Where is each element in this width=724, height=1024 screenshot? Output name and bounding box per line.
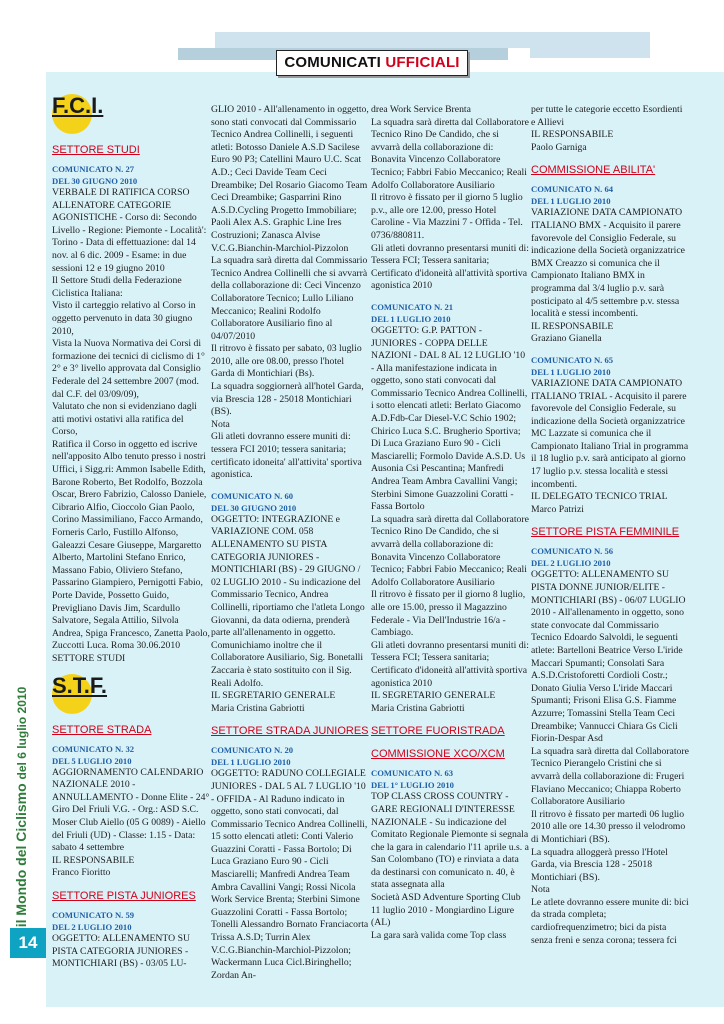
- communique-date: DEL 30 GIUGNO 2010: [52, 176, 138, 186]
- fci-logo-text: F.C.I.: [52, 93, 104, 118]
- communique-date: DEL 2 LUGLIO 2010: [52, 921, 132, 932]
- section-title: SETTORE PISTA JUNIORES: [52, 889, 196, 902]
- communique-number: COMUNICATO N. 20: [211, 745, 294, 756]
- communique-number: COMUNICATO N. 59: [52, 909, 135, 920]
- communique-date: DEL 1 LUGLIO 2010: [531, 196, 611, 207]
- column-2: [211, 104, 369, 982]
- communique-date: DEL 1 LUGLIO 2010: [211, 757, 291, 768]
- communique-text: OGGETTO: ALLENAMENTO SU PISTA DONNE JUNIOR/ELITE - MONTICHIARI (BS) - 06/07 LUGLIO 2010 - All'allenamento in oggetto, sono state convocate dal Commissario Tecnico Edoardo Salvoldi, le seguenti atlete: Bartelloni Beatrice Verso L'iride Maccari Spumanti; Consolati Sara A.S.D.Cristoforetti Cordioli Costr.; Donato Giulia Verso L'iride Maccari Spumanti; Frisoni Elisa G.S. Fiamme Azzurre; Tomassini Stella Team Ceci Dreambike; Vannucci Chiara Gs Cicli Fiorin-Despar Asd La squadra sarà diretta dal Collaboratore Tecnico Pierangelo Cristini che si avvarrà della collaborazione di: Frugeri Flaviano Meccanico; Chiappa Roberto Collaboratore Ausiliario Il ritrovo è fissato per martedì 06 luglio 2010 alle ore 14.30 presso il velodromo di Montichiari (BS). La squadra alloggerà presso l'Hotel Garda, via Brescia 128 - 25018 Montichiari (BS). Nota Le atlete dovranno essere munite di: bici da strada completa; cardiofrequenzimetro; bici da pista senza freni e senza corona; tessera fci: [531, 569, 689, 946]
- section-title: SETTORE STUDI: [52, 144, 140, 156]
- communique-text: OGGETTO: ALLENAMENTO SU PISTA CATEGORIA JUNIORES - MONTICHIARI (BS) - 03/05 LU-: [52, 932, 190, 970]
- communique-text: OGGETTO: G.P. PATTON - JUNIORES - COPPA DELLE NAZIONI - DAL 8 AL 12 LUGLIO '10 - Alla manifestazione indicata in oggetto, sono stati convocati dal Commissario Tecnico Andrea Collinelli, i sotto elencati atleti: Berlato Giacomo A.D.Fdb-Car Diesel-V.C Schio 1902; Chirico Luca S.C. Brugherio Sportiva; Di Luca Graziano Euro 90 - Cicli Masciarelli; Formolo Davide A.S.D. Us Ausonia Csi Pescantina; Manfredi Andrea Team Ambra Cavallini Vangi; Sterbini Simone Guazzolini Coratti - Fassa Bortolo La squadra sarà diretta dal Collaboratore Tecnico Rino De Candido, che si avvarrà della collaborazione di: Bonavita Vincenzo Collaboratore Tecnico; Fabbri Fabio Meccanico; Reali Adolfo Collaboratore Ausiliario Il ritrovo è fissato per il giorno 8 luglio, alle ore 15.00, presso il Magazzino Federale - Via Dell'Industrie 16/a - Cambiago. Gli atleti dovranno presentarsi muniti di: Tessera FCI; Tessera sanitaria; Certificato d'idoneità all'attività sportiva agonistica 2010 IL SEGRETARIO GENERALE Maria Cristina Gabriotti: [371, 324, 529, 714]
- communique-date: DEL 1 LUGLIO 2010: [531, 366, 611, 377]
- communique-number: COMUNICATO N. 64: [531, 184, 614, 195]
- logo-circle: [52, 672, 108, 714]
- section-title: SETTORE PISTA FEMMINILE: [531, 526, 680, 539]
- header-title-1: COMUNICATI: [284, 54, 386, 71]
- communique-number: COMUNICATO N. 56: [531, 546, 614, 557]
- section-title: COMMISSIONE ABILITA': [531, 164, 656, 177]
- header-title-2: UFFICIALI: [385, 54, 460, 71]
- magazine-name: il Mondo del Ciclismo: [13, 783, 29, 928]
- communique-text: GLIO 2010 - All'allenamento in oggetto, sono stati convocati dal Commissario Tecnico Andrea Collinelli, i seguenti atleti: Botosso Daniele A.S.D Sacilese Euro 90 P3; Catellini Mauro U.C. Scat A.D.; Ceci Davide Team Ceci Dreambike; Del Rosario Giacomo Team Ceci Dreambike; Gasparrini Rino A.S.D.Cycling Progetto Immobiliare; Paoli Alex A.S. Graphic Line Ires Costruzioni; Zanasca Alvise V.C.G.Bianchin-Marchiol-Pizzolon La squadra sarà diretta dal Commissario Tecnico Andrea Collinelli che si avvarrà della collaborazione di: Ceci Vincenzo Collaboratore Tecnico; Lullo Liliano Meccanico; Realini Rodolfo Collaboratore Ausiliario fino al 04/07/2010 Il ritrovo è fissato per sabato, 03 luglio 2010, alle ore 08.00, presso l'hotel Garda di Montichiari (Bs). La squadra soggiornerà all'hotel Garda, via Brescia 128 - 25018 Montichiari (BS). Nota Gli atleti dovranno essere muniti di: tessera FCI 2010; tessera sanitaria; certificato idoneita' all'attivita' sportiva agonistica.: [211, 104, 369, 481]
- communique-text: AGGIORNAMENTO CALENDARIO NAZIONALE 2010 - ANNULLAMENTO - Donne Elite - 24° Giro Del Friuli V.G. - Org.: ASD S.C. Moser Club Aiello (05 G 0089) - Aiello del Friuli (UD) - Classe: 1.15 - Data: sabato 4 settembre IL RESPONSABILE Franco Fioritto: [52, 766, 210, 879]
- communique-text: drea Work Service Brenta La squadra sarà diretta dal Collaboratore Tecnico Rino De Candido, che si avvarrà della collaborazione di: Bonavita Vincenzo Collaboratore Tecnico; Fabbri Fabio Meccanico; Reali Adolfo Collaboratore Ausiliario Il ritrovo è fissato per il giorno 5 luglio p.v., alle ore 12.00, presso Hotel Caroline - Via Mazzini 7 - Offida - Tel. 0736/880811. Gli atleti dovranno presentarsi muniti di: Tessera FCI; Tessera sanitaria; Certificato d'idoneità all'attività sportiva agonistica 2010: [371, 104, 529, 292]
- section-title: SETTORE FUORISTRADA: [371, 725, 505, 738]
- communique-number: COMUNICATO N. 63: [371, 768, 454, 779]
- communique-text: VARIAZIONE DATA CAMPIONATO ITALIANO BMX - Acquisito il parere favorevole del Consiglio Federale, su indicazione della Società organizzatrice BMX Creazzo si comunica che il Campionato Italiano BMX in programma dal 3/4 luglio p.v. sarà posticipato al 4/5 settembre p.v. stessa località e stessi incombenti. IL RESPONSABILE Graziano Gianella: [531, 207, 685, 345]
- communique-text: TOP CLASS CROSS COUNTRY - GARE REGIONALI D'INTERESSE NAZIONALE - Su indicazione del Comitato Regionale Piemonte si segnala che la gara in calendario l'11 aprile u.s. a San Colombano (TO) e rinviata a data da destinarsi con comunicato n. 40, è stata assegnata alla Società ASD Adventure Sporting Club 11 luglio 2010 - Mongiardino Ligure (AL) La gara sarà valida come Top class: [371, 791, 529, 941]
- section-title: SETTORE STRADA: [52, 723, 152, 736]
- section-title: COMMISSIONE XCO/XCM: [371, 748, 505, 761]
- communique-number: COMUNICATO N. 32: [52, 743, 135, 754]
- fci-logo: [52, 94, 210, 134]
- communique-date: DEL 2 LUGLIO 2010: [531, 558, 611, 569]
- communique-date: DEL 30 GIUGNO 2010: [211, 502, 297, 513]
- communique-number: COMUNICATO N. 21: [371, 301, 454, 312]
- communique-date: DEL 5 LUGLIO 2010: [52, 755, 132, 766]
- communique-text: OGGETTO: INTEGRAZIONE e VARIAZIONE COM. 058 ALLENAMENTO SU PISTA CATEGORIA JUNIORES - MONTICHIARI (BS) - 29 GIUGNO / 02 LUGLIO 2010 - Su indicazione del Commissario Tecnico, Andrea Collinelli, riportiamo che l'atleta Longo Giovanni, da data odierna, prenderà parte all'allenamento in oggetto. Comunichiamo inoltre che il Collaboratore Ausiliario, Sig. Bonetalli Zaccaria è stato sostituito con il Sig. Reali Adolfo. IL SEGRETARIO GENERALE Maria Cristina Gabriotti: [211, 513, 365, 714]
- header-decoration: [215, 32, 535, 48]
- column-4: [531, 104, 689, 947]
- communique-date: DEL 1° LUGLIO 2010: [371, 780, 454, 791]
- section-header: [276, 50, 468, 76]
- communique-text: per tutte le categorie eccetto Esordienti e Allievi IL RESPONSABILE Paolo Garniga: [531, 104, 683, 153]
- column-3: [371, 104, 529, 942]
- header-decoration: [530, 32, 650, 58]
- communique-date: DEL 1 LUGLIO 2010: [371, 313, 451, 324]
- logo-circle: [52, 93, 104, 134]
- issue-date: del 6 luglio 2010: [15, 686, 29, 780]
- page-number: 14: [10, 928, 46, 958]
- communique-number: COMUNICATO N. 60: [211, 490, 294, 501]
- communique-number: COMUNICATO N. 65: [531, 354, 614, 365]
- communique-number: COMUNICATO N. 27: [52, 164, 135, 174]
- stf-logo: [52, 674, 210, 714]
- communique-text: VARIAZIONE DATA CAMPIONATO ITALIANO TRIAL - Acquisito il parere favorevole del Consiglio Federale, su indicazione della Società organizzatrice MC Lazzate si comunica che il Campionato Italiano Trial in programma il 18 luglio p.v. sarà anticipato al giorno 17 luglio p.v. stessa località e stessi incombenti. IL DELEGATO TECNICO TRIAL Marco Patrizi: [531, 377, 689, 515]
- communique-text: VERBALE DI RATIFICA CORSO ALLENATORE CATEGORIE AGONISTICHE - Corso di: Secondo Livello - Regione: Piemonte - Località': Torino - Data di effettuazione: dal 14 nov. al 6 dic. 2009 - Esame: in due sessioni 12 e 19 giugno 2010 Il Settore Studi della Federazione Ciclistica Italiana: Visto il carteggio relativo al Corso in oggetto pervenuto in data 30 giugno 2010, Vista la Nuova Normativa dei Corsi di formazione dei tecnici di ciclismo di 1° 2° e 3° livello approvata dal Consiglio Federale del 24 settembre 2007 (mod. dal C.F. del 03/09/09), Valutato che non si evidenziano dagli atti motivi ostativi alla ratifica del Corso, Ratifica il Corso in oggetto ed iscrive nell'apposito Albo tenuto presso i nostri Uffici, i Sigg.ri: Ammon Isabelle Edith, Barone Roberto, Bet Rodolfo, Bozzola Oscar, Brero Fabrizio, Calosso Daniele, Cibrario Alfio, Cioccolo Gian Paolo, Corino Massimiliano, Facco Armando, Forneris Carlo, Fustillo Alfonso, Galeazzi Cesare Giuseppe, Margaretto Alberto, Martolini Stefano Enrico, Massano Fabio, Oliviero Stefano, Passarino Giampiero, Pernigotti Fabio, Porte Davide, Possetto Guido, Previgliano Davis Jim, Scardullo Salvatore, Segala Attilio, Silvola Andrea, Spiga Francesco, Zanetta Paolo, Zuccotti Luca. Roma 30.06.2010 SETTORE STUDI: [52, 187, 210, 664]
- stf-logo-text: S.T.F.: [52, 672, 108, 698]
- communique-text: OGGETTO: RADUNO COLLEGIALE JUNIORES - DAL 5 AL 7 LUGLIO '10 - OFFIDA - Al Raduno indicato in oggetto, sono stati convocati, dal Commissario Tecnico Andrea Collinelli, 15 sotto elencati atleti: Conti Valerio Guazzini Coratti - Fassa Bortolo; Di Luca Graziano Euro 90 - Cicli Masciarelli; Manfredi Andrea Team Ambra Cavallini Vangi; Rossi Nicola Work Service Brenta; Sterbini Simone Guazzolini Coratti - Fassa Bortolo; Tonelli Alessandro Bornato Franciacorta Trissa A.S.D; Turrin Alex V.C.G.Bianchin-Marchiol-Pizzolon; Wackermann Luca Cicl.Biringhello; Zordan An-: [211, 768, 369, 981]
- section-title: SETTORE STRADA JUNIORES: [211, 725, 369, 738]
- column-1: [52, 94, 210, 971]
